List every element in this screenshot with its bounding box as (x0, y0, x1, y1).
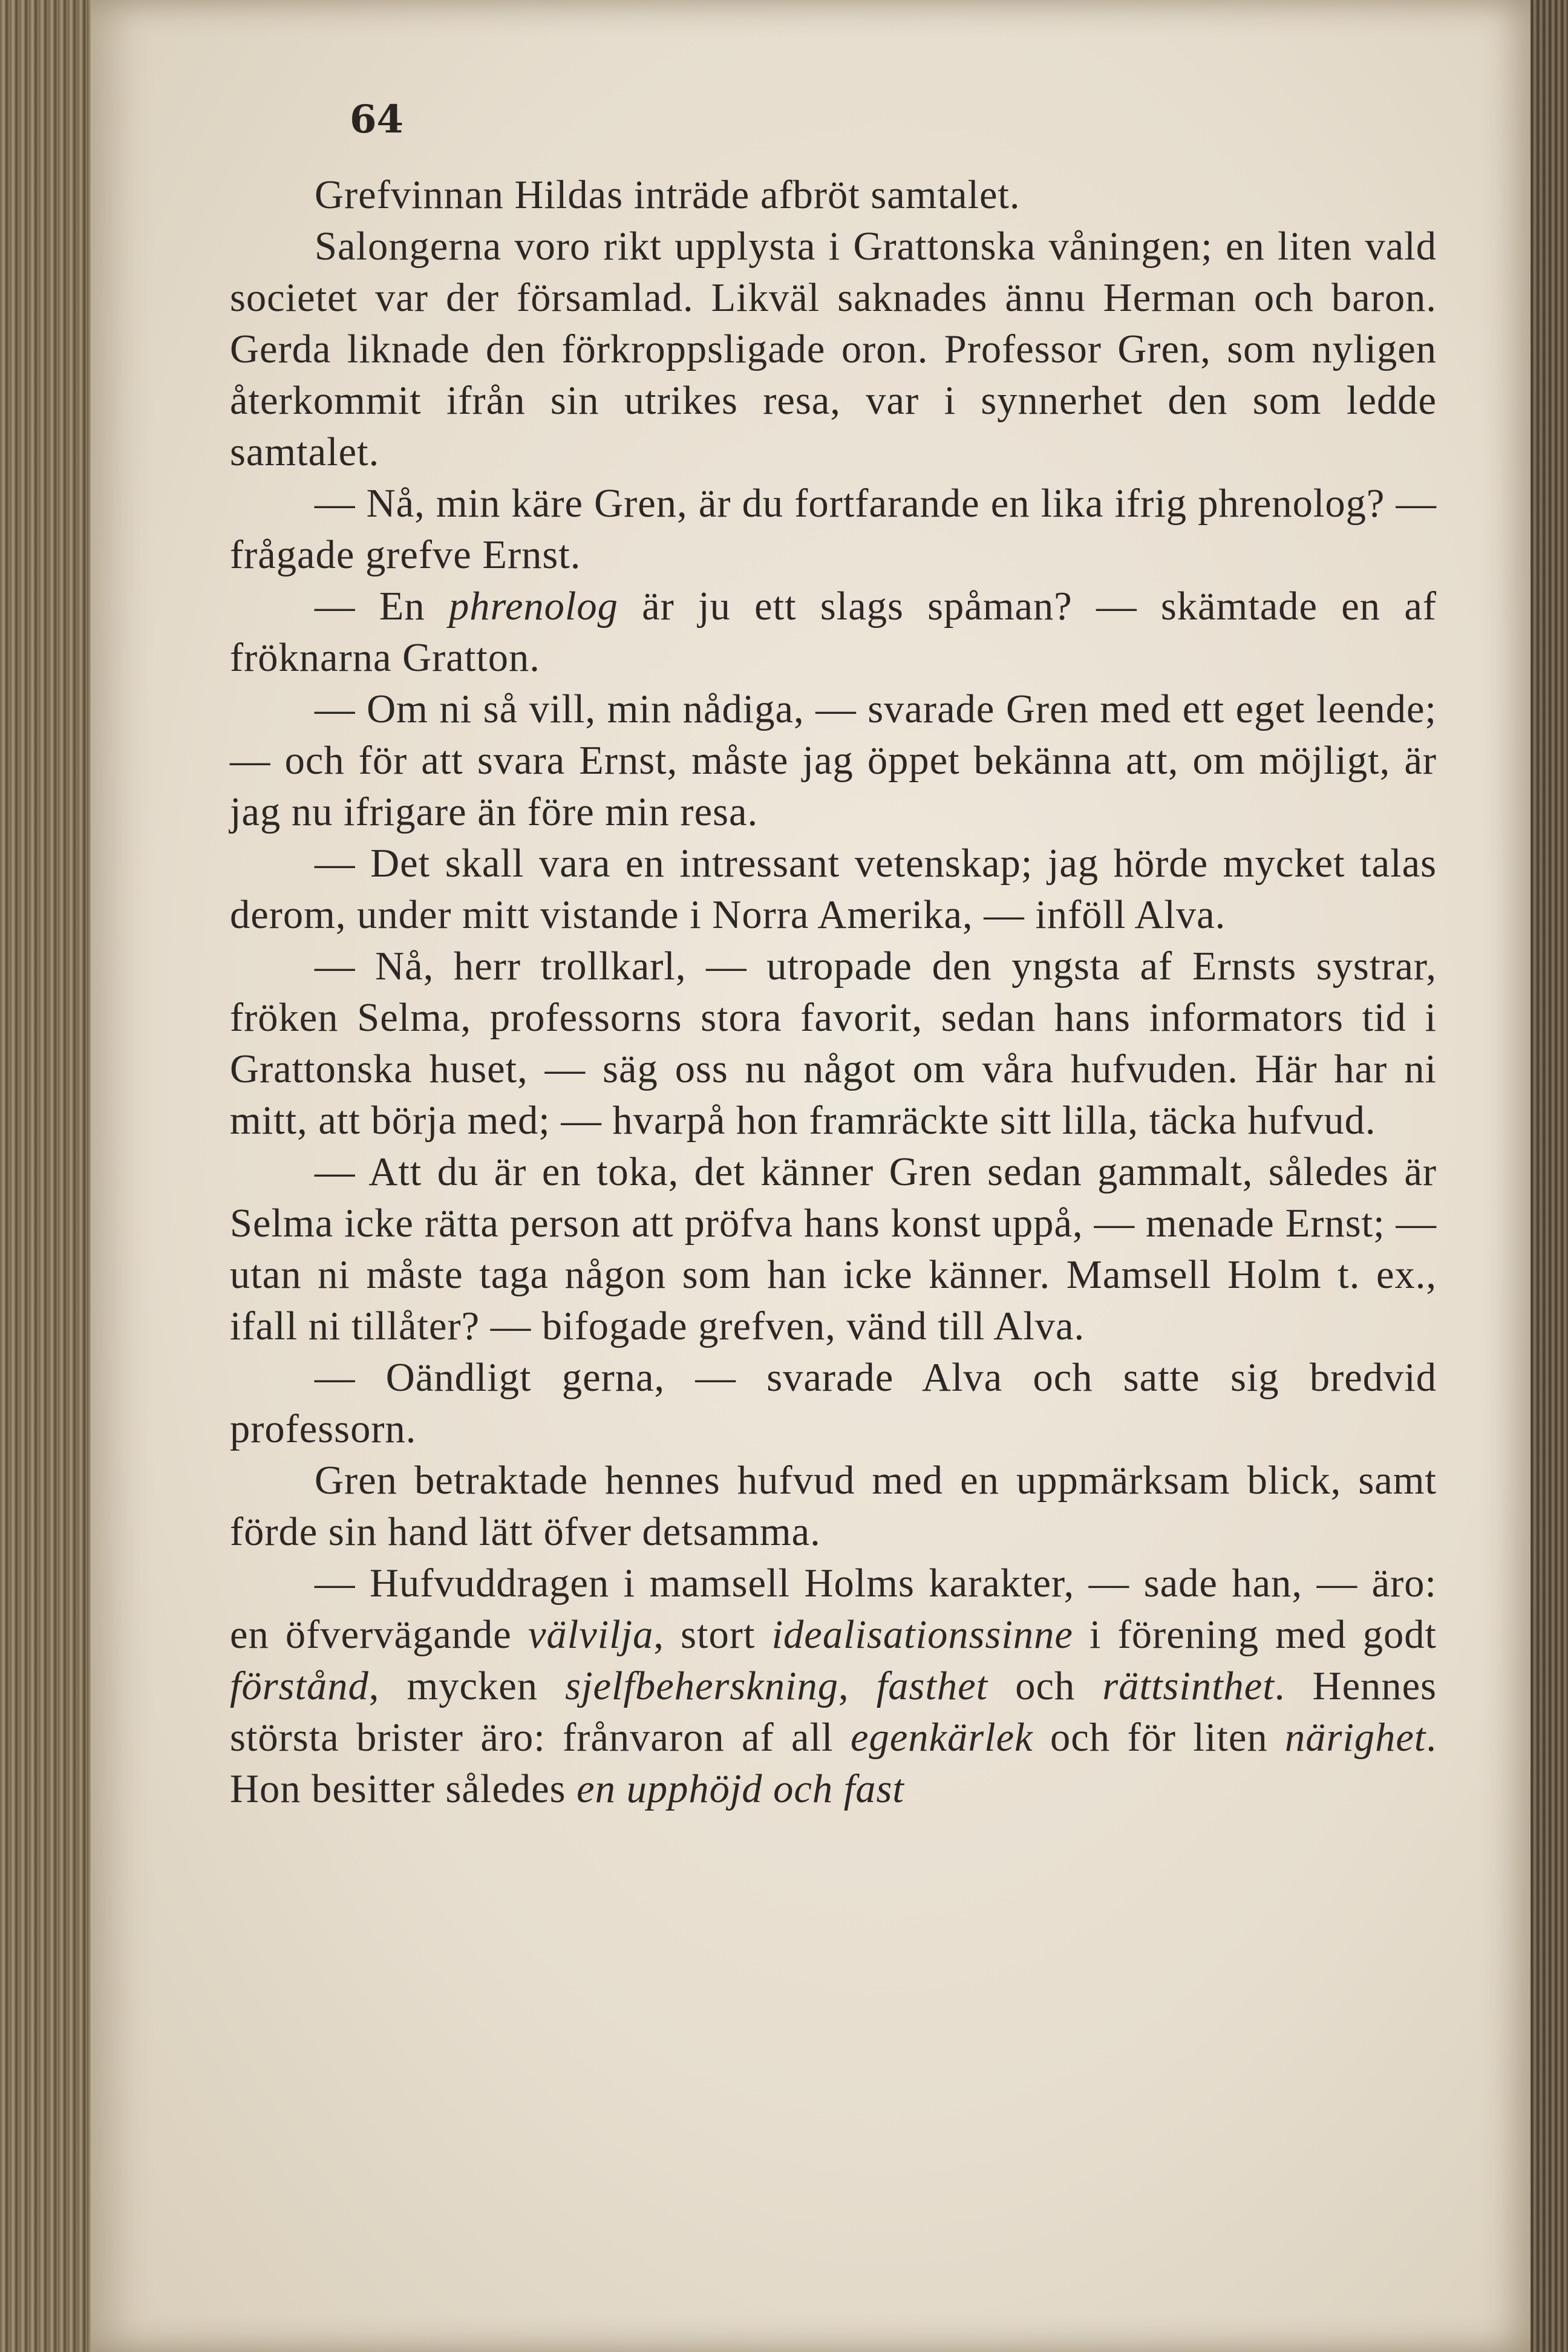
text-run: — Att du är en toka, det känner Gren sedan gammalt, således är Selma icke rätta person att pröfva hans konst uppå, — menade Ernst; — utan ni måste taga någon som han icke känner. Mamsell Holm t. ex., ifall ni tillåter? — bifogade grefven, vänd till Alva. (230, 1150, 1437, 1348)
text-run: Grefvinnan Hildas inträde afbröt samtalet. (315, 173, 1021, 217)
text-run: , stort (653, 1613, 772, 1657)
text-run: Salongerna voro rikt upplysta i Grattonska våningen; en liten vald societet var der församlad. Likväl saknades ännu Herman och baron. Gerda liknade den förkroppsligade oron. Professor Gren, som nyligen återkommit ifrån sin utrikes resa, var i synnerhet den som ledde samtalet. (230, 224, 1437, 474)
italic-text: egenkärlek (850, 1716, 1033, 1760)
paragraph (230, 581, 1437, 684)
paragraph (230, 1146, 1437, 1352)
body-text (230, 169, 1437, 1815)
paragraph (230, 1352, 1437, 1455)
text-run: — Hufvuddragen i mamsell Holms karakter, — sade han, — äro: en öfvervägande (230, 1561, 1437, 1657)
text-run: och (988, 1664, 1103, 1708)
paragraph (230, 838, 1437, 941)
text-run: är ju ett slags spåman? — skämtade en af fröknarna Gratton. (230, 584, 1437, 680)
paragraph (230, 221, 1437, 478)
text-run: , (838, 1664, 877, 1708)
paragraph (230, 941, 1437, 1146)
text-run: — Nå, herr trollkarl, — utropade den yngsta af Ernsts systrar, fröken Selma, professorns stora favorit, sedan hans informators tid i Grattonska huset, — säg oss nu något om våra hufvuden. Här har ni mitt, att börja med; — hvarpå hon framräckte sitt lilla, täcka hufvud. (230, 944, 1437, 1143)
text-run: Gren betraktade hennes hufvud med en uppmärksam blick, samt förde sin hand lätt öfver detsamma. (230, 1459, 1437, 1554)
italic-text: förstånd (230, 1664, 369, 1708)
italic-text: idealisationssinne (771, 1613, 1073, 1657)
paragraph (230, 1455, 1437, 1558)
text-run: , mycken (368, 1664, 566, 1708)
text-run: — Oändligt gerna, — svarade Alva och satte sig bredvid professorn. (230, 1356, 1437, 1451)
text-run: i förening med godt (1073, 1613, 1437, 1657)
text-run: — Det skall vara en intressant vetenskap; jag hörde mycket talas derom, under mitt vistande i Norra Amerika, — inföll Alva. (230, 841, 1437, 937)
text-run: och för liten (1033, 1716, 1285, 1760)
text-run: . Hon besitter således (230, 1716, 1437, 1811)
italic-text: fasthet (876, 1664, 988, 1708)
text-run: — Nå, min käre Gren, är du fortfarande en lika ifrig phrenolog? — frågade grefve Ernst. (230, 482, 1437, 577)
text-run: . Hennes största brister äro: frånvaron af all (230, 1664, 1437, 1760)
italic-text: rättsinthet (1102, 1664, 1275, 1708)
italic-text: välvilja (528, 1613, 654, 1657)
italic-text: närighet (1285, 1716, 1426, 1760)
page-number: 64 (350, 97, 404, 142)
paragraph (230, 478, 1437, 581)
paragraph (230, 1558, 1437, 1815)
paragraph (230, 169, 1437, 221)
italic-text: sjelfbeherskning (565, 1664, 838, 1708)
paragraph (230, 684, 1437, 838)
text-run: — En (315, 584, 449, 629)
italic-text: en upphöjd och fast (577, 1767, 904, 1811)
italic-text: phrenolog (448, 584, 618, 629)
text-run: — Om ni så vill, min nådiga, — svarade Gren med ett eget leende; — och för att svara Ernst, måste jag öppet bekänna att, om möjligt, är jag nu ifrigare än före min resa. (230, 687, 1437, 834)
